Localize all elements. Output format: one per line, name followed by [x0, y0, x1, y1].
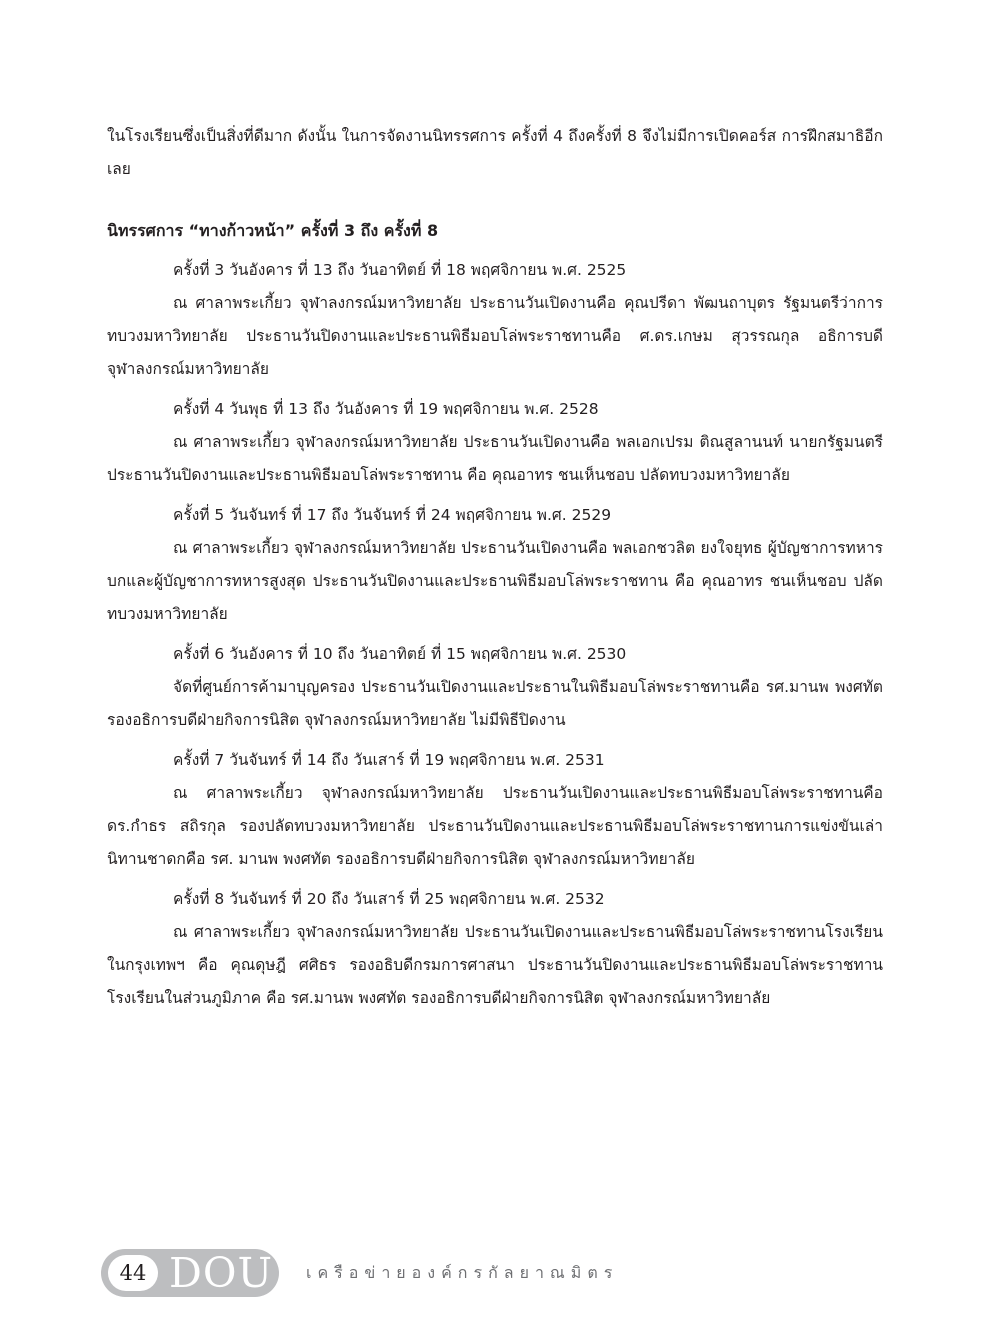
event-8-date: ครั้งที่ 8 วันจันทร์ ที่ 20 ถึง วันเสาร์ ที่ 25 พฤศจิกายน พ.ศ. 2532 — [173, 890, 605, 908]
document-body — [107, 120, 883, 1015]
brand-logo: DOU — [169, 1249, 274, 1297]
event-6-date: ครั้งที่ 6 วันอังคาร ที่ 10 ถึง วันอาทิตย์ ที่ 15 พฤศจิกายน พ.ศ. 2530 — [173, 645, 627, 663]
event-8-detail: ณ ศาลาพระเกี้ยว จุฬาลงกรณ์มหาวิทยาลัย ประธานวันเปิดงานและประธานพิธีมอบโล่พระราชทานโรงเรียนในกรุงเทพฯ คือ คุณดุษฎี ศศิธร รองอธิบดีกรมการศาสนา ประธานวันปิดงานและประธานพิธีมอบโล่พระราชทาน โรงเรียนในส่วนภูมิภาค คือ รศ.มานพ พงศทัต รองอธิการบดีฝ่ายกิจการนิสิต จุฬาลงกรณ์มหาวิทยาลัย — [107, 923, 883, 1007]
event-5-detail: ณ ศาลาพระเกี้ยว จุฬาลงกรณ์มหาวิทยาลัย ประธานวันเปิดงานคือ พลเอกชวลิต ยงใจยุทธ ผู้บัญชาการทหารบกและผู้บัญชาการทหารสูงสุด ประธานวันปิดงานและประธานพิธีมอบโล่พระราชทาน คือ คุณอาทร ชนเห็นชอบ ปลัดทบวงมหาวิทยาลัย — [107, 539, 883, 623]
event-7-date: ครั้งที่ 7 วันจันทร์ ที่ 14 ถึง วันเสาร์ ที่ 19 พฤศจิกายน พ.ศ. 2531 — [173, 751, 605, 769]
page-number: 44 — [108, 1255, 158, 1291]
footer-badge — [101, 1249, 279, 1297]
network-title: เครือข่ายองค์กรกัลยาณมิตร — [306, 1263, 619, 1282]
event-4-detail: ณ ศาลาพระเกี้ยว จุฬาลงกรณ์มหาวิทยาลัย ประธานวันเปิดงานคือ พลเอกเปรม ติณสูลานนท์ นายกรัฐมนตรี ประธานวันปิดงานและประธานพิธีมอบโล่พระราชทาน คือ คุณอาทร ชนเห็นชอบ ปลัดทบวงมหาวิทยาลัย — [107, 433, 883, 484]
intro-paragraph: ในโรงเรียนซึ่งเป็นสิ่งที่ดีมาก ดังนั้น ในการจัดงานนิทรรศการ ครั้งที่ 4 ถึงครั้งที่ 8 จึงไม่มีการเปิดคอร์ส การฝึกสมาธิอีกเลย — [107, 127, 883, 178]
event-7-detail: ณ ศาลาพระเกี้ยว จุฬาลงกรณ์มหาวิทยาลัย ประธานวันเปิดงานและประธานพิธีมอบโล่พระราชทานคือ ดร.กำธร สถิรกุล รองปลัดทบวงมหาวิทยาลัย ประธานวันปิดงานและประธานพิธีมอบโล่พระราชทานการแข่งขันเล่านิทานชาดกคือ รศ. มานพ พงศทัต รองอธิการบดีฝ่ายกิจการนิสิต จุฬาลงกรณ์มหาวิทยาลัย — [107, 784, 883, 868]
event-5-date: ครั้งที่ 5 วันจันทร์ ที่ 17 ถึง วันจันทร์ ที่ 24 พฤศจิกายน พ.ศ. 2529 — [173, 506, 612, 524]
event-4-date: ครั้งที่ 4 วันพุธ ที่ 13 ถึง วันอังคาร ที่ 19 พฤศจิกายน พ.ศ. 2528 — [173, 400, 599, 418]
section-heading: นิทรรศการ “ทางก้าวหน้า” ครั้งที่ 3 ถึง ครั้งที่ 8 — [107, 221, 439, 240]
event-3-detail: ณ ศาลาพระเกี้ยว จุฬาลงกรณ์มหาวิทยาลัย ประธานวันเปิดงานคือ คุณปรีดา พัฒนถาบุตร รัฐมนตรีว่าการทบวงมหาวิทยาลัย ประธานวันปิดงานและประธานพิธีมอบโล่พระราชทานคือ ศ.ดร.เกษม สุวรรณกุล อธิการบดีจุฬาลงกรณ์มหาวิทยาลัย — [107, 294, 883, 378]
event-6-detail: จัดที่ศูนย์การค้ามาบุญครอง ประธานวันเปิดงานและประธานในพิธีมอบโล่พระราชทานคือ รศ.มานพ พงศทัต รองอธิการบดีฝ่ายกิจการนิสิต จุฬาลงกรณ์มหาวิทยาลัย ไม่มีพิธีปิดงาน — [107, 678, 883, 729]
page-footer — [101, 1249, 901, 1297]
event-3-date: ครั้งที่ 3 วันอังคาร ที่ 13 ถึง วันอาทิตย์ ที่ 18 พฤศจิกายน พ.ศ. 2525 — [173, 261, 627, 279]
